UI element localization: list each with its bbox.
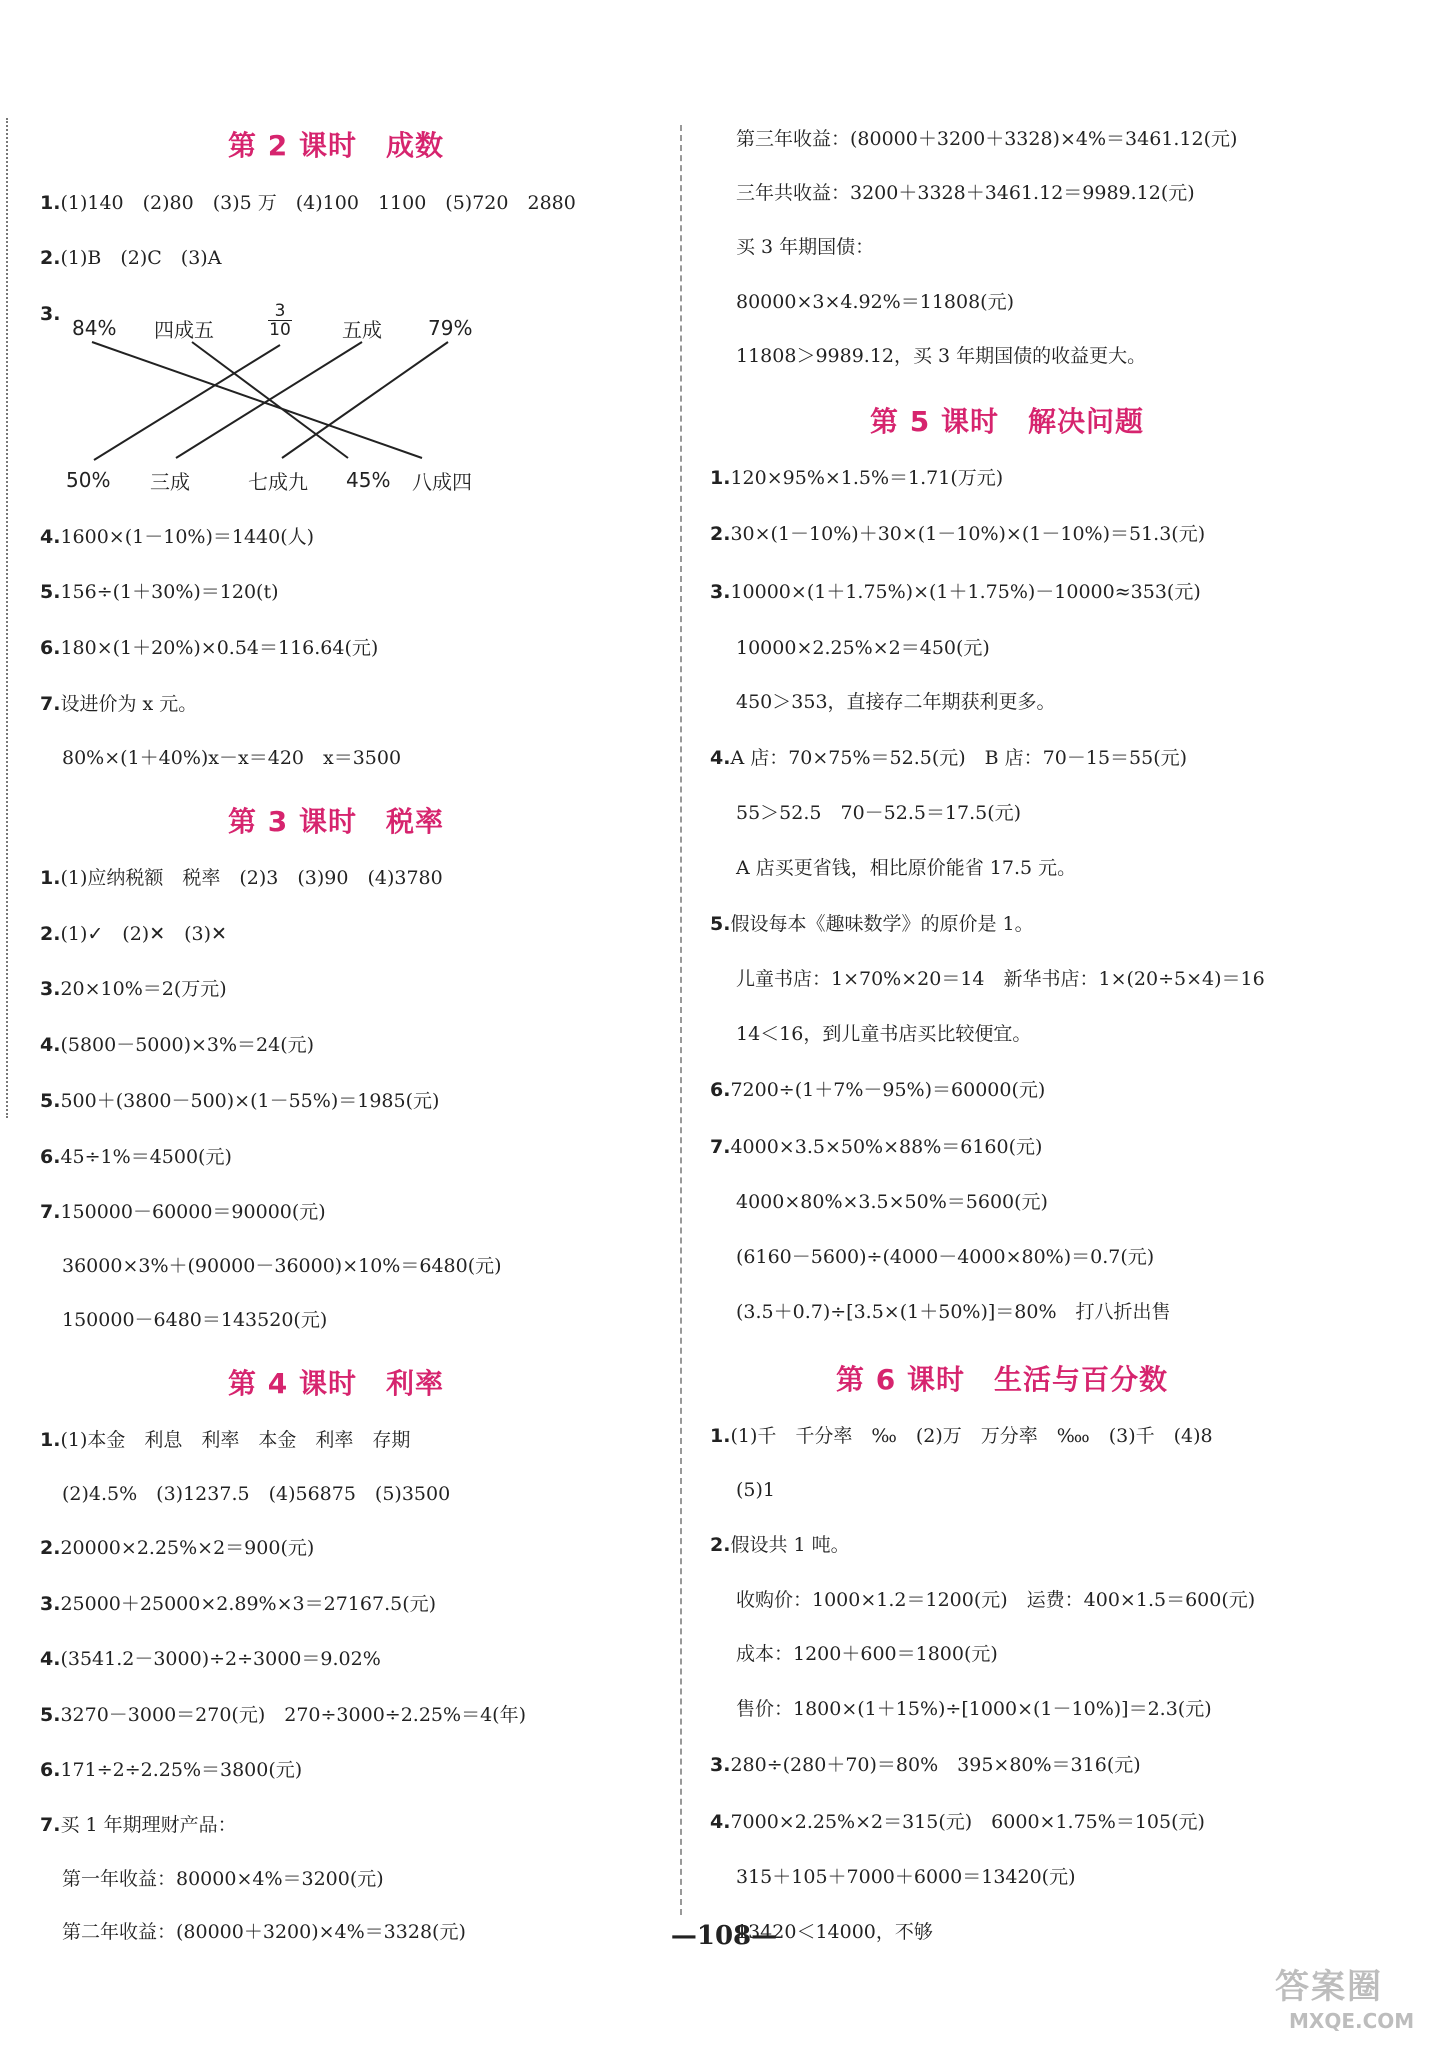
answer-line: (2)4.5% (3)1237.5 (4)56875 (5)3500 [62,1483,451,1505]
answer-line: 450＞353，直接存二年期获利更多。 [736,691,1056,713]
section-heading-lesson-2: 第 2 课时 成数 [228,129,444,162]
answer-line: (6160－5600)÷(4000－4000×80%)＝0.7(元) [736,1246,1155,1268]
section-heading-lesson-6: 第 6 课时 生活与百分数 [836,1363,1168,1396]
answer-line: 3. [40,303,61,325]
answer-line: 成本：1200＋600＝1800(元) [736,1643,998,1665]
answer-line: 7.150000－60000＝90000(元) [40,1201,326,1223]
watermark-url: MXQE.COM [1289,2009,1415,2033]
answer-line: 6.45÷1%＝4500(元) [40,1146,232,1168]
answer-line: 6.171÷2÷2.25%＝3800(元) [40,1759,303,1781]
section-heading-lesson-5: 第 5 课时 解决问题 [870,405,1144,438]
answer-line: 3.10000×(1＋1.75%)×(1＋1.75%)－10000≈353(元) [710,581,1201,603]
match-bottom-label: 七成九 [248,470,308,494]
match-top-label: 79% [428,316,473,340]
section-heading-lesson-3: 第 3 课时 税率 [228,805,444,838]
answer-line: 第三年收益：(80000＋3200＋3328)×4%＝3461.12(元) [736,128,1238,150]
match-top-label: 五成 [342,318,382,342]
page-number: —108— [670,1921,778,1951]
answer-line: 7.买 1 年期理财产品： [40,1814,237,1836]
answer-line: 4.(5800－5000)×3%＝24(元) [40,1034,315,1056]
answer-line: 第二年收益：(80000＋3200)×4%＝3328(元) [62,1921,466,1943]
answer-line: 4.A 店：70×75%＝52.5(元) B 店：70－15＝55(元) [710,747,1188,769]
answer-line: 1.(1)本金 利息 利率 本金 利率 存期 [40,1429,411,1451]
answer-line: 7.设进价为 x 元。 [40,693,198,715]
answer-line: (5)1 [736,1479,776,1501]
column-divider [680,125,682,1915]
answer-line: 315＋105＋7000＋6000＝13420(元) [736,1866,1076,1888]
match-top-fraction: $\frac{3}{10}$ [269,301,291,340]
answer-line: 3.20×10%＝2(万元) [40,978,227,1000]
answer-line: 36000×3%＋(90000－36000)×10%＝6480(元) [62,1255,502,1277]
answer-line: 1.120×95%×1.5%＝1.71(万元) [710,467,1004,489]
answer-line: (3.5＋0.7)÷[3.5×(1＋50%)]＝80% 打八折出售 [736,1301,1171,1323]
answer-line: 1.(1)千 千分率 ‰ (2)万 万分率 ‱ (3)千 (4)8 [710,1425,1213,1447]
answer-line: 2.假设共 1 吨。 [710,1534,850,1556]
answer-line: 2.(1)✓ (2)✕ (3)✕ [40,923,227,945]
answer-line: 14＜16，到儿童书店买比较便宜。 [736,1023,1032,1045]
match-bottom-label: 三成 [150,470,190,494]
answer-line: 80000×3×4.92%＝11808(元) [736,291,1014,313]
answer-line: 1.(1)应纳税额 税率 (2)3 (3)90 (4)3780 [40,867,443,889]
answer-line: 150000－6480＝143520(元) [62,1309,328,1331]
watermark-logo [1265,1955,1435,2045]
answer-line: 5.156÷(1＋30%)＝120(t) [40,581,279,603]
answer-line: 6.7200÷(1＋7%－95%)＝60000(元) [710,1079,1046,1101]
answer-line: 80%×(1＋40%)x－x＝420 x＝3500 [62,747,402,769]
answer-line: 4.1600×(1－10%)＝1440(人) [40,526,315,548]
answer-line: 3.280÷(280＋70)＝80% 395×80%＝316(元) [710,1754,1141,1776]
answer-line: 2.30×(1－10%)＋30×(1－10%)×(1－10%)＝51.3(元) [710,523,1206,545]
match-bottom-label: 45% [346,468,391,492]
answer-line: 第一年收益：80000×4%＝3200(元) [62,1868,384,1890]
answer-line: 6.180×(1＋20%)×0.54＝116.64(元) [40,637,379,659]
match-line [94,345,280,460]
match-bottom-label: 50% [66,468,111,492]
match-line [282,342,448,458]
answer-line: 1.(1)140 (2)80 (3)5 万 (4)100 1100 (5)720 2880 [40,192,576,214]
answer-line: 5.500＋(3800－500)×(1－55%)＝1985(元) [40,1090,440,1112]
answer-line: 5.3270－3000＝270(元) 270÷3000÷2.25%＝4(年) [40,1704,526,1726]
answer-line: 4.(3541.2－3000)÷2÷3000＝9.02% [40,1648,381,1670]
matching-lines [0,0,680,520]
answer-line: 售价：1800×(1＋15%)÷[1000×(1－10%)]＝2.3(元) [736,1698,1212,1720]
answer-line: 13420＜14000，不够 [736,1921,933,1943]
answer-line: 11808＞9989.12，买 3 年期国债的收益更大。 [736,345,1147,367]
answer-line: 4000×80%×3.5×50%＝5600(元) [736,1191,1048,1213]
match-top-label: 四成五 [154,318,214,342]
answer-line: 55＞52.5 70－52.5＝17.5(元) [736,802,1022,824]
answer-line: 儿童书店：1×70%×20＝14 新华书店：1×(20÷5×4)＝16 [736,968,1265,990]
answer-line: 5.假设每本《趣味数学》的原价是 1。 [710,913,1034,935]
answer-line: 4.7000×2.25%×2＝315(元) 6000×1.75%＝105(元) [710,1811,1205,1833]
answer-line: 买 3 年期国债： [736,236,875,258]
answer-line: 10000×2.25%×2＝450(元) [736,637,990,659]
answer-line: 7.4000×3.5×50%×88%＝6160(元) [710,1136,1043,1158]
match-line [176,342,362,458]
answer-line: 3.25000＋25000×2.89%×3＝27167.5(元) [40,1593,437,1615]
watermark-title: 答案圈 [1275,1967,1383,2007]
match-bottom-label: 八成四 [412,470,472,494]
answer-line: 2.20000×2.25%×2＝900(元) [40,1537,315,1559]
answer-line: 收购价：1000×1.2＝1200(元) 运费：400×1.5＝600(元) [736,1589,1256,1611]
answer-line: 三年共收益：3200＋3328＋3461.12＝9989.12(元) [736,182,1195,204]
answer-line: 2.(1)B (2)C (3)A [40,247,222,269]
section-heading-lesson-4: 第 4 课时 利率 [228,1367,444,1400]
answer-line: A 店买更省钱，相比原价能省 17.5 元。 [736,857,1077,879]
match-top-label: 84% [72,316,117,340]
